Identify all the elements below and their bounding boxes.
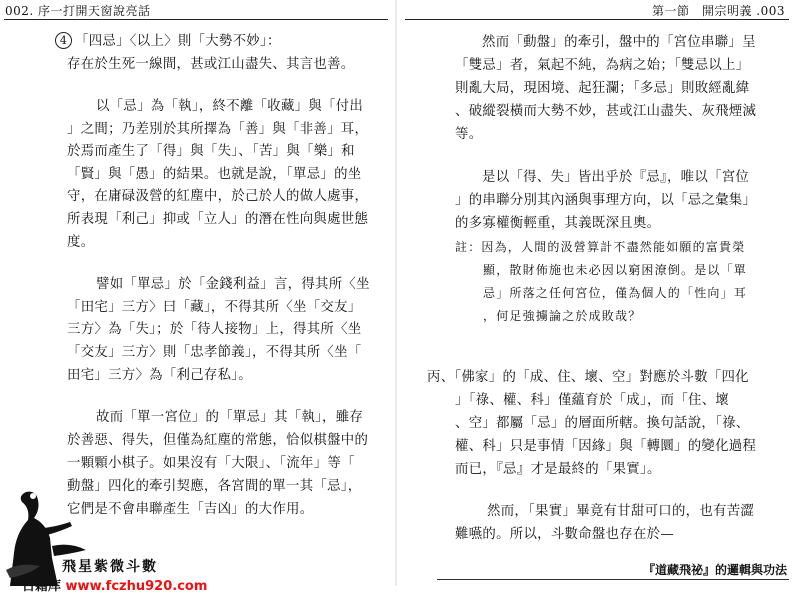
left-page bbox=[0, 0, 396, 594]
right-page bbox=[397, 0, 793, 586]
body-line: 故而「單一宮位」的「單忌」其「執」，雖存 bbox=[96, 410, 364, 425]
note-line: 顯，散財佈施也未必因以窮困潦倒。是以「單 bbox=[483, 263, 748, 277]
body-line: 而已，『忌』才是最終的「果實」。 bbox=[455, 462, 661, 477]
body-line: 」「祿、權、科」僅蘊育於「成」，而「住、壞 bbox=[455, 393, 730, 408]
left-running-header: 002. 序一打開天窗說亮話 bbox=[5, 4, 151, 18]
body-line: 難嚥的。所以，斗數命盤也存在於— bbox=[455, 527, 675, 542]
body-line: 」之間；乃差別於其所擇為「善」與「非善」耳， bbox=[67, 122, 369, 137]
body-line: 於善惡、得失，但僅為紅塵的常態，恰似棋盤中的 bbox=[67, 433, 369, 448]
body-line: 它們是不會串聯產生「吉凶」的大作用。 bbox=[67, 502, 314, 517]
body-line: 一顆顆小棋子。如果沒有「大限」、「流年」等「 bbox=[67, 456, 355, 471]
watermark-url: www.fczhu920.com bbox=[65, 579, 208, 594]
running-footer: 『道藏飛祕』的邏輯與功法 bbox=[642, 563, 787, 577]
body-line: 以「忌」為「執」，終不離「收藏」與「付出 bbox=[96, 99, 364, 114]
body-line: 」的串聯分別其內涵與事理方向，以「忌之彙集」 bbox=[455, 193, 757, 208]
body-line: 權、科」只是事情「因緣」與「轉圜」的變化過程 bbox=[455, 439, 757, 454]
body-line: 「雙忌」者，氣起不純，為病之始；「雙忌以上」 bbox=[455, 58, 750, 73]
body-line: 然而「動盤」的牽引，盤中的「宮位串聯」呈 bbox=[482, 35, 756, 50]
body-line: 度。 bbox=[67, 235, 95, 250]
note-line: ，何足強擄論之於成敗哉？ bbox=[483, 309, 642, 323]
body-line: 守，在庸碌汲營的紅塵中，於己於人的做人處事， bbox=[67, 189, 369, 204]
body-line: 「賢」與「愚」的結果。也就是說，「單忌」的坐 bbox=[67, 167, 362, 182]
body-line: 、破縱裂橫而大勢不妙，甚或江山盡失、灰飛煙滅 bbox=[455, 104, 757, 119]
note-line: 忌」所落之任何宮位，僅為個人的「性向」耳 bbox=[483, 286, 748, 300]
left-header-rule bbox=[4, 19, 388, 20]
body-line: 、空」都屬「忌」的層面所轄。換句話說，「祿、 bbox=[455, 416, 750, 431]
body-line: 則亂大局，現困境、起狂瀾；「多忌」則敗經亂緯 bbox=[455, 81, 750, 96]
body-line: 是以「得、失」皆出乎於『忌』，唯以「宮位 bbox=[482, 170, 750, 185]
section-bing-heading: 丙、「佛家」的「成、住、壞、空」對應於斗數「四化 bbox=[427, 370, 749, 385]
body-line: 的多寡權衡輕重，其義既深且奧。 bbox=[455, 216, 661, 231]
body-line: 三方〉為「失」；於「待人接物」上，得其所〈坐 bbox=[67, 322, 362, 337]
body-line: 譬如「單忌」於「金錢利益」言，得其所〈坐 bbox=[96, 277, 370, 292]
right-running-header: 第一節 開宗明義 .003 bbox=[651, 4, 785, 18]
note-line: 註：因為，人間的汲營算計不盡然能如願的富貴榮 bbox=[455, 240, 746, 254]
circled-number: 4 bbox=[55, 32, 72, 49]
body-line: 「田宅」三方〉曰「藏」，不得其所〈坐「交友」 bbox=[67, 300, 362, 315]
body-line: 於焉而產生了「得」與「失」、「苦」與「樂」和 bbox=[67, 144, 355, 159]
publisher-logo-text: 飛星紫微斗數 bbox=[62, 559, 158, 575]
right-header-rule bbox=[405, 19, 789, 20]
section-heading: 4 「四忌」〈以上〉則「大勢不妙」： bbox=[55, 30, 281, 49]
body-line: 然而，「果實」畢竟有甘甜可口的，也有苦澀 bbox=[487, 504, 755, 519]
body-line: 「交友」三方〉則「忠孝節義」，不得其所〈坐「 bbox=[67, 345, 362, 360]
body-line: 動盤」四化的牽引契應，各宮間的單一其「忌」， bbox=[67, 479, 362, 494]
body-line: 所表現「利己」抑或「立人」的潛在性向與處世態 bbox=[67, 212, 369, 227]
watermark: 古籍库 www.fczhu920.com bbox=[22, 579, 208, 594]
body-line: 存在於生死一線間，甚或江山盡失、其言也善。 bbox=[67, 57, 355, 72]
body-line: 田宅」三方〉為「利己存私」。 bbox=[67, 368, 252, 383]
body-line: 等。 bbox=[455, 127, 483, 142]
footer-rule bbox=[437, 579, 789, 580]
